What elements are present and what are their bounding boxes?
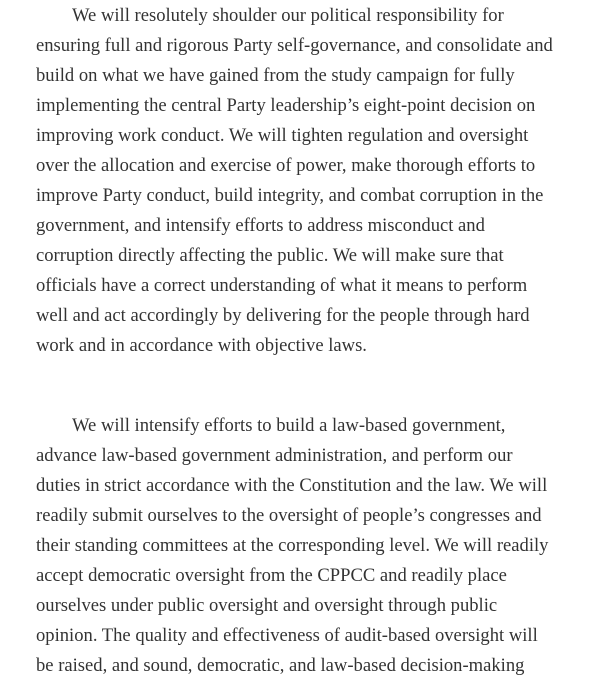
paragraph-line: government, and intensify efforts to address misconduct and [36,215,485,236]
paragraph-line: over the allocation and exercise of power, make thorough efforts to [36,155,536,176]
paragraph-line: improve Party conduct, build integrity, and combat corruption in the [36,185,544,206]
paragraph-line: improving work conduct. We will tighten regulation and oversight [36,125,529,146]
paragraph-line: advance law-based government administration, and perform our [36,445,513,466]
paragraph-line: ensuring full and rigorous Party self-governance, and consolidate and [36,35,553,56]
paragraph-line: implementing the central Party leadership’s eight-point decision on [36,95,536,116]
paragraph-line: accept democratic oversight from the CPPCC and readily place [36,565,507,586]
paragraph-line: be raised, and sound, democratic, and law-based decision-making [36,655,525,676]
paragraph-line: opinion. The quality and effectiveness of audit-based oversight will [36,625,538,646]
paragraph-line: officials have a correct understanding of what it means to perform [36,275,528,296]
paragraph-line: We will resolutely shoulder our political responsibility for [72,5,504,26]
paragraph-line: duties in strict accordance with the Constitution and the law. We will [36,475,548,496]
paragraph-line: well and act accordingly by delivering for the people through hard [36,305,530,326]
paragraph-line: readily submit ourselves to the oversight of people’s congresses and [36,505,542,526]
paragraph-line: We will intensify efforts to build a law-based government, [72,415,506,436]
paragraph-line: work and in accordance with objective laws. [36,335,367,356]
paragraph-line: build on what we have gained from the study campaign for fully [36,65,515,86]
paragraph-line: corruption directly affecting the public. We will make sure that [36,245,504,266]
paragraph-line: their standing committees at the corresponding level. We will readily [36,535,549,556]
paragraph-line: ourselves under public oversight and oversight through public [36,595,498,616]
